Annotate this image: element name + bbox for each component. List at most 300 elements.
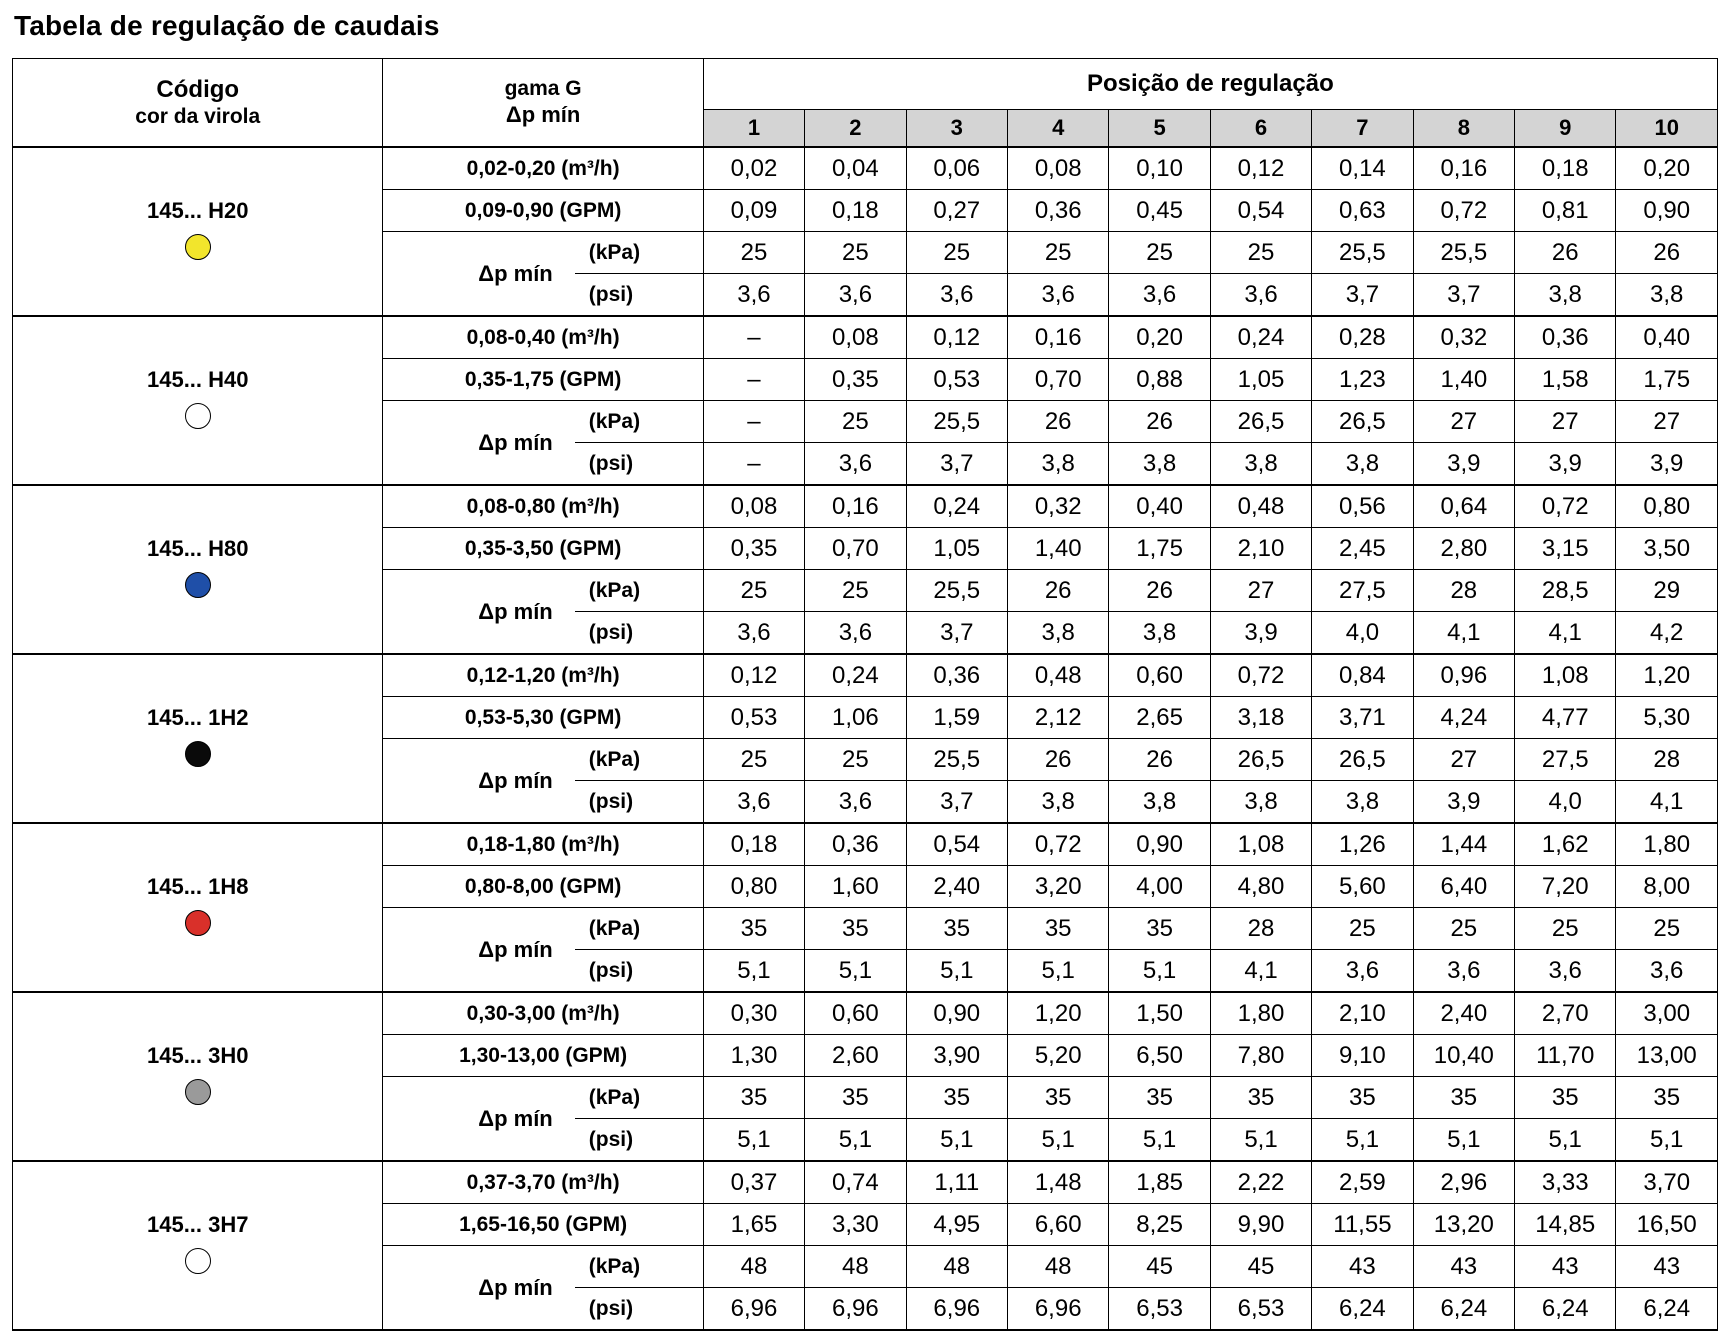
value-psi: 6,96 bbox=[805, 1288, 906, 1331]
value-kpa: 26 bbox=[1109, 570, 1210, 612]
valve-code: 145... H40 bbox=[146, 367, 249, 392]
value-psi: 6,53 bbox=[1109, 1288, 1210, 1331]
value-kpa: 35 bbox=[1109, 908, 1210, 950]
value-psi: 6,24 bbox=[1312, 1288, 1413, 1331]
value-psi: 4,0 bbox=[1312, 612, 1413, 655]
unit-kpa-label: (kPa) bbox=[575, 739, 704, 781]
value-m3h: 0,16 bbox=[805, 485, 906, 528]
value-kpa: 25 bbox=[805, 232, 906, 274]
position-number: 9 bbox=[1515, 110, 1616, 148]
value-kpa: 25 bbox=[1515, 908, 1616, 950]
value-gpm: 3,71 bbox=[1312, 697, 1413, 739]
value-psi: 5,1 bbox=[1515, 1119, 1616, 1162]
value-m3h: 0,12 bbox=[906, 316, 1007, 359]
flow-range-m3h: 0,08-0,40 (m³/h) bbox=[383, 316, 703, 359]
value-m3h: 0,16 bbox=[1413, 147, 1514, 190]
value-gpm: 1,59 bbox=[906, 697, 1007, 739]
value-kpa: 27 bbox=[1210, 570, 1311, 612]
value-m3h: 0,04 bbox=[805, 147, 906, 190]
value-kpa: 45 bbox=[1210, 1246, 1311, 1288]
value-gpm: 1,05 bbox=[906, 528, 1007, 570]
value-gpm: 5,60 bbox=[1312, 866, 1413, 908]
unit-kpa-label: (kPa) bbox=[575, 401, 704, 443]
value-gpm: 6,60 bbox=[1007, 1204, 1108, 1246]
value-psi: 3,8 bbox=[1616, 274, 1718, 317]
value-psi: 5,1 bbox=[1312, 1119, 1413, 1162]
value-gpm: – bbox=[703, 359, 804, 401]
value-m3h: 3,70 bbox=[1616, 1161, 1718, 1204]
value-kpa: 43 bbox=[1312, 1246, 1413, 1288]
value-gpm: 2,40 bbox=[906, 866, 1007, 908]
value-m3h: 0,08 bbox=[703, 485, 804, 528]
value-m3h: 0,08 bbox=[805, 316, 906, 359]
position-number: 5 bbox=[1109, 110, 1210, 148]
valve-code-cell bbox=[13, 992, 383, 1161]
flow-range-gpm: 0,80-8,00 (GPM) bbox=[383, 866, 703, 908]
value-psi: 3,6 bbox=[906, 274, 1007, 317]
dp-min-label: Δp mín bbox=[383, 570, 575, 655]
position-number: 8 bbox=[1413, 110, 1514, 148]
value-m3h: 0,60 bbox=[805, 992, 906, 1035]
value-gpm: 10,40 bbox=[1413, 1035, 1514, 1077]
value-gpm: 8,00 bbox=[1616, 866, 1718, 908]
value-gpm: 2,10 bbox=[1210, 528, 1311, 570]
position-header: Posição de regulação bbox=[703, 59, 1717, 110]
unit-kpa-label: (kPa) bbox=[575, 1246, 704, 1288]
table-row bbox=[13, 316, 1718, 359]
value-gpm: 11,55 bbox=[1312, 1204, 1413, 1246]
value-psi: 4,1 bbox=[1210, 950, 1311, 993]
value-psi: 3,8 bbox=[1007, 781, 1108, 824]
value-kpa: 48 bbox=[1007, 1246, 1108, 1288]
flow-range-m3h: 0,37-3,70 (m³/h) bbox=[383, 1161, 703, 1204]
value-psi: 3,6 bbox=[805, 443, 906, 486]
value-kpa: 35 bbox=[1312, 1077, 1413, 1119]
position-number: 1 bbox=[703, 110, 804, 148]
value-kpa: 26,5 bbox=[1312, 401, 1413, 443]
value-kpa: 43 bbox=[1616, 1246, 1718, 1288]
valve-code: 145... 3H7 bbox=[146, 1212, 249, 1237]
value-gpm: 0,35 bbox=[703, 528, 804, 570]
value-gpm: 1,65 bbox=[703, 1204, 804, 1246]
dp-min-label: Δp mín bbox=[383, 908, 575, 993]
value-kpa: 25,5 bbox=[906, 739, 1007, 781]
value-gpm: 7,20 bbox=[1515, 866, 1616, 908]
value-gpm: 2,12 bbox=[1007, 697, 1108, 739]
valve-code: 145... 1H8 bbox=[146, 874, 249, 899]
value-psi: 5,1 bbox=[805, 1119, 906, 1162]
value-psi: 3,9 bbox=[1413, 781, 1514, 824]
value-gpm: 0,54 bbox=[1210, 190, 1311, 232]
dp-min-label: Δp mín bbox=[383, 401, 575, 486]
value-kpa: 48 bbox=[906, 1246, 1007, 1288]
ring-color-icon bbox=[185, 234, 211, 260]
value-gpm: 0,36 bbox=[1007, 190, 1108, 232]
value-m3h: 0,80 bbox=[1616, 485, 1718, 528]
value-psi: 3,6 bbox=[703, 274, 804, 317]
value-m3h: 0,90 bbox=[906, 992, 1007, 1035]
value-m3h: 2,59 bbox=[1312, 1161, 1413, 1204]
value-kpa: 27 bbox=[1616, 401, 1718, 443]
ring-color-icon bbox=[185, 910, 211, 936]
value-psi: 5,1 bbox=[1616, 1119, 1718, 1162]
value-kpa: 27,5 bbox=[1312, 570, 1413, 612]
value-gpm: 14,85 bbox=[1515, 1204, 1616, 1246]
value-gpm: 0,72 bbox=[1413, 190, 1514, 232]
value-gpm: 4,24 bbox=[1413, 697, 1514, 739]
code-column-header bbox=[13, 59, 383, 148]
value-m3h: 2,96 bbox=[1413, 1161, 1514, 1204]
value-psi: 6,53 bbox=[1210, 1288, 1311, 1331]
value-gpm: 2,45 bbox=[1312, 528, 1413, 570]
value-m3h: 0,54 bbox=[906, 823, 1007, 866]
value-kpa: 35 bbox=[1210, 1077, 1311, 1119]
value-gpm: 3,50 bbox=[1616, 528, 1718, 570]
value-kpa: 25 bbox=[703, 739, 804, 781]
value-psi: 3,8 bbox=[1007, 443, 1108, 486]
table-row bbox=[13, 654, 1718, 697]
value-m3h: 1,50 bbox=[1109, 992, 1210, 1035]
value-kpa: 35 bbox=[1515, 1077, 1616, 1119]
value-kpa: 26 bbox=[1007, 739, 1108, 781]
range-column-header bbox=[383, 59, 703, 148]
value-m3h: 1,26 bbox=[1312, 823, 1413, 866]
value-m3h: 3,33 bbox=[1515, 1161, 1616, 1204]
value-gpm: 7,80 bbox=[1210, 1035, 1311, 1077]
value-gpm: 0,90 bbox=[1616, 190, 1718, 232]
value-kpa: 26 bbox=[1109, 739, 1210, 781]
value-kpa: 25 bbox=[1007, 232, 1108, 274]
value-psi: 3,6 bbox=[1109, 274, 1210, 317]
value-psi: 6,24 bbox=[1413, 1288, 1514, 1331]
ring-color-icon bbox=[185, 1079, 211, 1105]
valve-code-cell bbox=[13, 485, 383, 654]
unit-kpa-label: (kPa) bbox=[575, 1077, 704, 1119]
value-m3h: 0,02 bbox=[703, 147, 804, 190]
value-m3h: 1,20 bbox=[1007, 992, 1108, 1035]
value-kpa: 35 bbox=[1109, 1077, 1210, 1119]
value-m3h: 1,11 bbox=[906, 1161, 1007, 1204]
value-m3h: 0,40 bbox=[1109, 485, 1210, 528]
value-m3h: 1,80 bbox=[1616, 823, 1718, 866]
valve-code: 145... H20 bbox=[146, 198, 249, 223]
value-m3h: 0,74 bbox=[805, 1161, 906, 1204]
value-m3h: 0,10 bbox=[1109, 147, 1210, 190]
value-kpa: 25,5 bbox=[906, 401, 1007, 443]
value-psi: 3,8 bbox=[1109, 781, 1210, 824]
value-psi: 4,2 bbox=[1616, 612, 1718, 655]
valve-code: 145... 1H2 bbox=[146, 705, 249, 730]
value-psi: 5,1 bbox=[703, 1119, 804, 1162]
flow-range-gpm: 0,53-5,30 (GPM) bbox=[383, 697, 703, 739]
value-m3h: 0,20 bbox=[1109, 316, 1210, 359]
value-m3h: 0,18 bbox=[703, 823, 804, 866]
value-gpm: 1,40 bbox=[1413, 359, 1514, 401]
value-kpa: 28,5 bbox=[1515, 570, 1616, 612]
value-psi: 3,6 bbox=[1616, 950, 1718, 993]
valve-code: 145... 3H0 bbox=[146, 1043, 249, 1068]
value-psi: 5,1 bbox=[1109, 950, 1210, 993]
value-psi: 5,1 bbox=[1007, 950, 1108, 993]
valve-code-cell bbox=[13, 316, 383, 485]
ring-color-icon bbox=[185, 1248, 211, 1274]
value-m3h: – bbox=[703, 316, 804, 359]
value-gpm: 6,40 bbox=[1413, 866, 1514, 908]
value-kpa: 25,5 bbox=[1312, 232, 1413, 274]
value-gpm: 5,30 bbox=[1616, 697, 1718, 739]
value-kpa: 25 bbox=[906, 232, 1007, 274]
value-kpa: 25,5 bbox=[1413, 232, 1514, 274]
value-kpa: – bbox=[703, 401, 804, 443]
valve-code-cell bbox=[13, 147, 383, 316]
value-gpm: 9,10 bbox=[1312, 1035, 1413, 1077]
value-psi: 6,24 bbox=[1515, 1288, 1616, 1331]
value-psi: 6,96 bbox=[703, 1288, 804, 1331]
value-psi: 3,8 bbox=[1210, 781, 1311, 824]
value-psi: 4,0 bbox=[1515, 781, 1616, 824]
value-m3h: 0,32 bbox=[1007, 485, 1108, 528]
value-psi: 5,1 bbox=[1007, 1119, 1108, 1162]
value-m3h: 2,22 bbox=[1210, 1161, 1311, 1204]
unit-psi-label: (psi) bbox=[575, 1119, 704, 1162]
flow-range-gpm: 0,35-1,75 (GPM) bbox=[383, 359, 703, 401]
value-gpm: 1,30 bbox=[703, 1035, 804, 1077]
value-m3h: 0,08 bbox=[1007, 147, 1108, 190]
position-number: 10 bbox=[1616, 110, 1718, 148]
value-psi: 5,1 bbox=[1413, 1119, 1514, 1162]
value-gpm: 0,53 bbox=[703, 697, 804, 739]
value-kpa: 28 bbox=[1210, 908, 1311, 950]
value-psi: 3,7 bbox=[1413, 274, 1514, 317]
dp-min-label: Δp mín bbox=[383, 1077, 575, 1162]
value-gpm: 1,58 bbox=[1515, 359, 1616, 401]
value-gpm: 0,45 bbox=[1109, 190, 1210, 232]
value-kpa: 26 bbox=[1515, 232, 1616, 274]
unit-psi-label: (psi) bbox=[575, 1288, 704, 1331]
value-kpa: 25 bbox=[1210, 232, 1311, 274]
value-gpm: 0,70 bbox=[805, 528, 906, 570]
value-kpa: 26,5 bbox=[1210, 401, 1311, 443]
value-m3h: 0,24 bbox=[805, 654, 906, 697]
value-m3h: 1,80 bbox=[1210, 992, 1311, 1035]
value-kpa: 48 bbox=[703, 1246, 804, 1288]
value-psi: 3,9 bbox=[1616, 443, 1718, 486]
unit-psi-label: (psi) bbox=[575, 274, 704, 317]
value-psi: 3,8 bbox=[1312, 443, 1413, 486]
value-m3h: 2,40 bbox=[1413, 992, 1514, 1035]
value-m3h: 0,30 bbox=[703, 992, 804, 1035]
value-psi: 5,1 bbox=[906, 950, 1007, 993]
value-kpa: 25 bbox=[805, 739, 906, 781]
value-gpm: 4,95 bbox=[906, 1204, 1007, 1246]
table-row bbox=[13, 485, 1718, 528]
value-kpa: 35 bbox=[805, 908, 906, 950]
value-psi: 6,96 bbox=[1007, 1288, 1108, 1331]
flow-range-m3h: 0,02-0,20 (m³/h) bbox=[383, 147, 703, 190]
value-psi: 3,6 bbox=[1210, 274, 1311, 317]
value-psi: 3,6 bbox=[805, 274, 906, 317]
value-m3h: 1,20 bbox=[1616, 654, 1718, 697]
value-m3h: 0,72 bbox=[1515, 485, 1616, 528]
value-gpm: 0,53 bbox=[906, 359, 1007, 401]
value-kpa: 25 bbox=[1413, 908, 1514, 950]
flow-range-gpm: 0,09-0,90 (GPM) bbox=[383, 190, 703, 232]
value-psi: 3,8 bbox=[1007, 612, 1108, 655]
valve-code-cell bbox=[13, 823, 383, 992]
value-gpm: 0,63 bbox=[1312, 190, 1413, 232]
value-m3h: 0,20 bbox=[1616, 147, 1718, 190]
value-m3h: 0,60 bbox=[1109, 654, 1210, 697]
flow-range-m3h: 0,18-1,80 (m³/h) bbox=[383, 823, 703, 866]
value-gpm: 0,18 bbox=[805, 190, 906, 232]
value-m3h: 0,06 bbox=[906, 147, 1007, 190]
value-kpa: 26,5 bbox=[1210, 739, 1311, 781]
value-psi: 3,8 bbox=[1210, 443, 1311, 486]
value-kpa: 27 bbox=[1413, 401, 1514, 443]
value-m3h: 1,62 bbox=[1515, 823, 1616, 866]
value-kpa: 35 bbox=[1616, 1077, 1718, 1119]
position-number: 4 bbox=[1007, 110, 1108, 148]
value-psi: 4,1 bbox=[1616, 781, 1718, 824]
value-psi: 3,7 bbox=[906, 612, 1007, 655]
flow-range-m3h: 0,30-3,00 (m³/h) bbox=[383, 992, 703, 1035]
value-gpm: 4,77 bbox=[1515, 697, 1616, 739]
value-gpm: 1,60 bbox=[805, 866, 906, 908]
value-m3h: 1,85 bbox=[1109, 1161, 1210, 1204]
value-psi: 6,24 bbox=[1616, 1288, 1718, 1331]
value-kpa: 27,5 bbox=[1515, 739, 1616, 781]
value-m3h: 0,36 bbox=[805, 823, 906, 866]
value-gpm: 1,06 bbox=[805, 697, 906, 739]
value-m3h: 1,48 bbox=[1007, 1161, 1108, 1204]
table-row bbox=[13, 823, 1718, 866]
value-kpa: 48 bbox=[805, 1246, 906, 1288]
value-m3h: 0,24 bbox=[906, 485, 1007, 528]
value-m3h: 0,32 bbox=[1413, 316, 1514, 359]
value-psi: 3,9 bbox=[1413, 443, 1514, 486]
unit-psi-label: (psi) bbox=[575, 612, 704, 655]
value-kpa: 28 bbox=[1616, 739, 1718, 781]
value-kpa: 43 bbox=[1515, 1246, 1616, 1288]
value-kpa: 25 bbox=[1616, 908, 1718, 950]
value-m3h: 0,84 bbox=[1312, 654, 1413, 697]
value-gpm: 8,25 bbox=[1109, 1204, 1210, 1246]
value-psi: 5,1 bbox=[1210, 1119, 1311, 1162]
value-m3h: 0,72 bbox=[1007, 823, 1108, 866]
value-gpm: 3,30 bbox=[805, 1204, 906, 1246]
flow-regulation-table bbox=[12, 58, 1718, 1331]
value-m3h: 0,12 bbox=[1210, 147, 1311, 190]
dp-min-label: Δp mín bbox=[383, 739, 575, 824]
value-kpa: 35 bbox=[1007, 1077, 1108, 1119]
value-psi: 3,9 bbox=[1210, 612, 1311, 655]
value-gpm: 3,15 bbox=[1515, 528, 1616, 570]
code-header-title: Código bbox=[156, 75, 240, 103]
value-m3h: 0,64 bbox=[1413, 485, 1514, 528]
code-header-subtitle: cor da virola bbox=[135, 104, 261, 128]
unit-psi-label: (psi) bbox=[575, 781, 704, 824]
value-psi: 5,1 bbox=[703, 950, 804, 993]
range-header-subtitle: Δp mín bbox=[505, 101, 581, 127]
value-kpa: 26,5 bbox=[1312, 739, 1413, 781]
value-gpm: 3,18 bbox=[1210, 697, 1311, 739]
value-m3h: 0,48 bbox=[1007, 654, 1108, 697]
value-psi: 3,6 bbox=[1312, 950, 1413, 993]
valve-code: 145... H80 bbox=[146, 536, 249, 561]
value-psi: 3,7 bbox=[1312, 274, 1413, 317]
value-gpm: 4,00 bbox=[1109, 866, 1210, 908]
value-m3h: 0,56 bbox=[1312, 485, 1413, 528]
value-gpm: 16,50 bbox=[1616, 1204, 1718, 1246]
value-m3h: 0,12 bbox=[703, 654, 804, 697]
value-psi: 6,96 bbox=[906, 1288, 1007, 1331]
value-gpm: 2,60 bbox=[805, 1035, 906, 1077]
value-psi: 3,6 bbox=[1515, 950, 1616, 993]
value-psi: 3,8 bbox=[1109, 612, 1210, 655]
value-psi: 4,1 bbox=[1413, 612, 1514, 655]
value-psi: 3,7 bbox=[906, 443, 1007, 486]
value-m3h: 0,40 bbox=[1616, 316, 1718, 359]
value-gpm: 0,09 bbox=[703, 190, 804, 232]
value-gpm: 4,80 bbox=[1210, 866, 1311, 908]
value-psi: 3,8 bbox=[1515, 274, 1616, 317]
value-gpm: 1,75 bbox=[1616, 359, 1718, 401]
ring-color-icon bbox=[185, 572, 211, 598]
value-gpm: 0,70 bbox=[1007, 359, 1108, 401]
value-m3h: 0,36 bbox=[906, 654, 1007, 697]
value-kpa: 45 bbox=[1109, 1246, 1210, 1288]
value-m3h: 1,08 bbox=[1210, 823, 1311, 866]
flow-range-m3h: 0,08-0,80 (m³/h) bbox=[383, 485, 703, 528]
value-kpa: 29 bbox=[1616, 570, 1718, 612]
value-psi: 4,1 bbox=[1515, 612, 1616, 655]
value-kpa: 35 bbox=[906, 1077, 1007, 1119]
unit-kpa-label: (kPa) bbox=[575, 570, 704, 612]
table-row bbox=[13, 992, 1718, 1035]
value-m3h: 0,48 bbox=[1210, 485, 1311, 528]
value-gpm: 2,80 bbox=[1413, 528, 1514, 570]
value-psi: 3,6 bbox=[1413, 950, 1514, 993]
valve-code-cell bbox=[13, 1161, 383, 1330]
value-psi: 5,1 bbox=[1109, 1119, 1210, 1162]
value-m3h: 0,36 bbox=[1515, 316, 1616, 359]
unit-kpa-label: (kPa) bbox=[575, 232, 704, 274]
value-m3h: 0,16 bbox=[1007, 316, 1108, 359]
value-kpa: 25 bbox=[1109, 232, 1210, 274]
flow-range-m3h: 0,12-1,20 (m³/h) bbox=[383, 654, 703, 697]
value-kpa: 28 bbox=[1413, 570, 1514, 612]
unit-kpa-label: (kPa) bbox=[575, 908, 704, 950]
value-kpa: 26 bbox=[1007, 570, 1108, 612]
table-row bbox=[13, 147, 1718, 190]
value-kpa: 25 bbox=[805, 401, 906, 443]
value-m3h: 0,24 bbox=[1210, 316, 1311, 359]
value-kpa: 35 bbox=[703, 1077, 804, 1119]
value-m3h: 0,14 bbox=[1312, 147, 1413, 190]
dp-min-label: Δp mín bbox=[383, 1246, 575, 1331]
value-kpa: 25 bbox=[805, 570, 906, 612]
dp-min-label: Δp mín bbox=[383, 232, 575, 317]
flow-range-gpm: 0,35-3,50 (GPM) bbox=[383, 528, 703, 570]
ring-color-icon bbox=[185, 403, 211, 429]
value-psi: 3,6 bbox=[805, 612, 906, 655]
value-kpa: 26 bbox=[1109, 401, 1210, 443]
value-gpm: 13,20 bbox=[1413, 1204, 1514, 1246]
value-psi: 3,6 bbox=[703, 781, 804, 824]
table-body bbox=[13, 147, 1718, 1330]
value-kpa: 35 bbox=[703, 908, 804, 950]
flow-range-gpm: 1,30-13,00 (GPM) bbox=[383, 1035, 703, 1077]
